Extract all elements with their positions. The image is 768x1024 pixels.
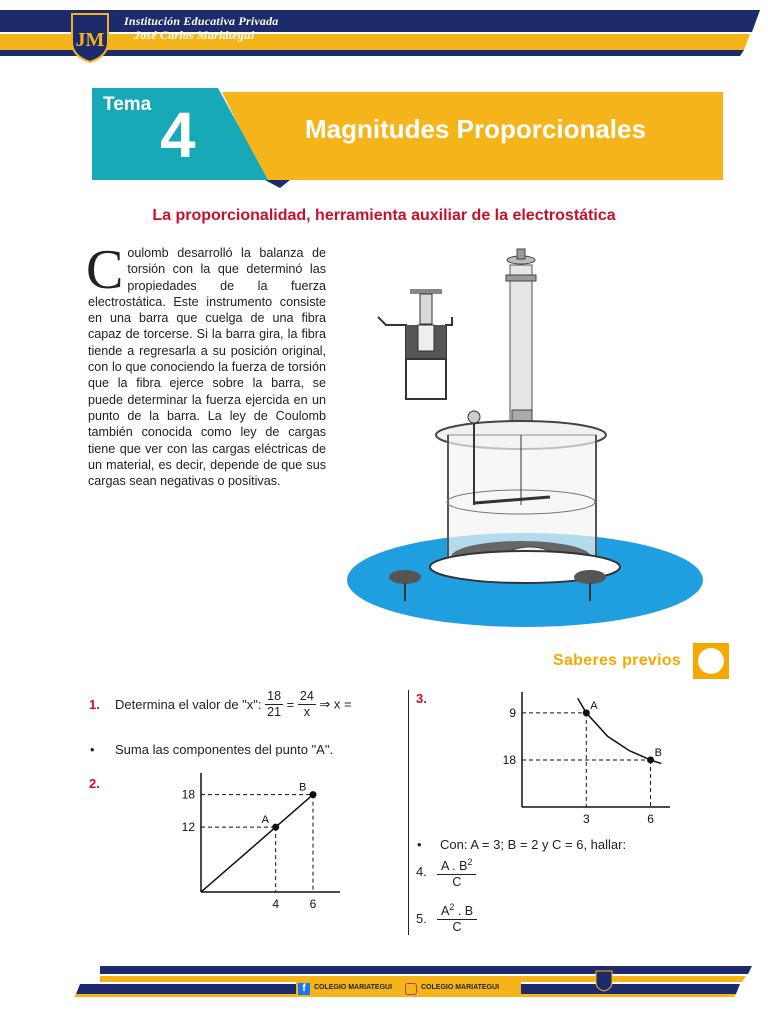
question-3-number: 3.: [416, 691, 427, 706]
school-logo: [68, 12, 112, 64]
school-name-line2: José Carlos Mariátegui: [134, 28, 255, 42]
torsion-balance-illustration: [340, 245, 740, 635]
question-1-text: Determina el valor de "x":: [115, 697, 262, 712]
y-tick-label: 9: [509, 705, 516, 720]
topic-number: 4: [160, 99, 196, 171]
instagram-link[interactable]: [403, 982, 521, 996]
bullet-sum-components: Suma las componentes del punto "A".: [115, 742, 334, 757]
point-B: [310, 791, 317, 798]
q5-numerator-a: A: [441, 904, 450, 919]
x-tick-label: 6: [309, 897, 317, 910]
intro-text: oulomb desarrolló la balanza de torsión con la que determinó las propiedades de la fuerza electrostática. Este instrumento consiste en una barra que cuelga de una fibra capaz de torcerse. Si la barra gira, la fibra tiende a regresarla a su posición original, con lo que conociendo la fuerza de torsión que la fibra ejerce sobre la barra, se puede determinar la fuerza ejercida en un punto de la barra. La ley de Coulomb también conocida como ley de cargas tiene que ver con las cargas eléctricas de un material, es decir, depende de que sus cargas sean negativas o positivas.: [88, 246, 326, 489]
instagram-icon: [405, 983, 417, 995]
fraction-24-x: $\frac{24}{x}$: [299, 689, 314, 719]
question-4-fraction: [437, 855, 476, 890]
question-5-number: 5.: [416, 911, 427, 926]
facebook-icon: f: [298, 983, 310, 995]
y-tick-label: 18: [502, 752, 516, 767]
saberes-circle-icon: [698, 648, 724, 674]
chart-inverse-proportion: [495, 685, 670, 825]
school-name-line1: Institución Educativa Privada: [124, 14, 279, 28]
chart-direct-proportion: [170, 770, 340, 910]
equals-sign: =: [286, 697, 295, 712]
question-1: [115, 689, 352, 720]
q5-denominator: C: [452, 920, 462, 935]
header-band: [0, 0, 768, 80]
x-tick-label: 4: [272, 897, 280, 910]
instagram-label: COLEGIO MARIATEGUI: [421, 984, 500, 991]
topic-title: Magnitudes Proporcionales: [305, 114, 646, 144]
q5-exponent: 2: [449, 902, 455, 912]
section-subtitle: La proporcionalidad, herramienta auxiliar de la electrostática: [152, 207, 616, 224]
series-line: [201, 795, 313, 892]
q4-exponent: 2: [467, 857, 473, 867]
inset-detail: [378, 289, 452, 399]
bullet-given-values: Con: A = 3; B = 2 y C = 6, hallar:: [440, 837, 627, 852]
point-label-A: A: [261, 814, 270, 827]
intro-paragraph: [86, 239, 326, 489]
topic-label: Tema: [103, 94, 152, 115]
q4-numerator: A . B: [441, 859, 468, 874]
footer-right-emblem: [595, 970, 613, 992]
point-A: [583, 709, 590, 716]
fraction-18-21: $\frac{18}{21}$: [267, 689, 282, 719]
point-B: [647, 756, 654, 763]
point-A: [272, 824, 279, 831]
y-tick-label: 18: [181, 787, 195, 802]
drop-cap: C: [86, 239, 124, 301]
y-tick-label: 12: [181, 820, 195, 835]
bullet-dot-2: •: [417, 837, 422, 852]
column-divider: [408, 690, 409, 935]
q4-denominator: C: [452, 875, 462, 890]
x-tick-label: 3: [582, 812, 590, 825]
question-2-number: 2.: [89, 776, 100, 791]
svg-text:JM: JM: [75, 29, 105, 51]
question-1-result: ⇒ x =: [319, 696, 352, 712]
x-tick-label: 6: [647, 812, 654, 825]
facebook-label: COLEGIO MARIATEGUI: [314, 984, 393, 991]
question-4-number: 4.: [416, 864, 427, 879]
saberes-previos-heading: Saberes previos: [553, 652, 682, 669]
question-1-number: 1.: [89, 697, 100, 712]
facebook-link[interactable]: [296, 982, 414, 996]
bullet-dot: •: [90, 742, 95, 757]
point-label-A: A: [590, 699, 598, 712]
question-5-fraction: [437, 900, 477, 935]
point-label-B: B: [299, 781, 307, 794]
q5-numerator-b: . B: [457, 904, 474, 919]
point-label-B: B: [654, 746, 662, 759]
